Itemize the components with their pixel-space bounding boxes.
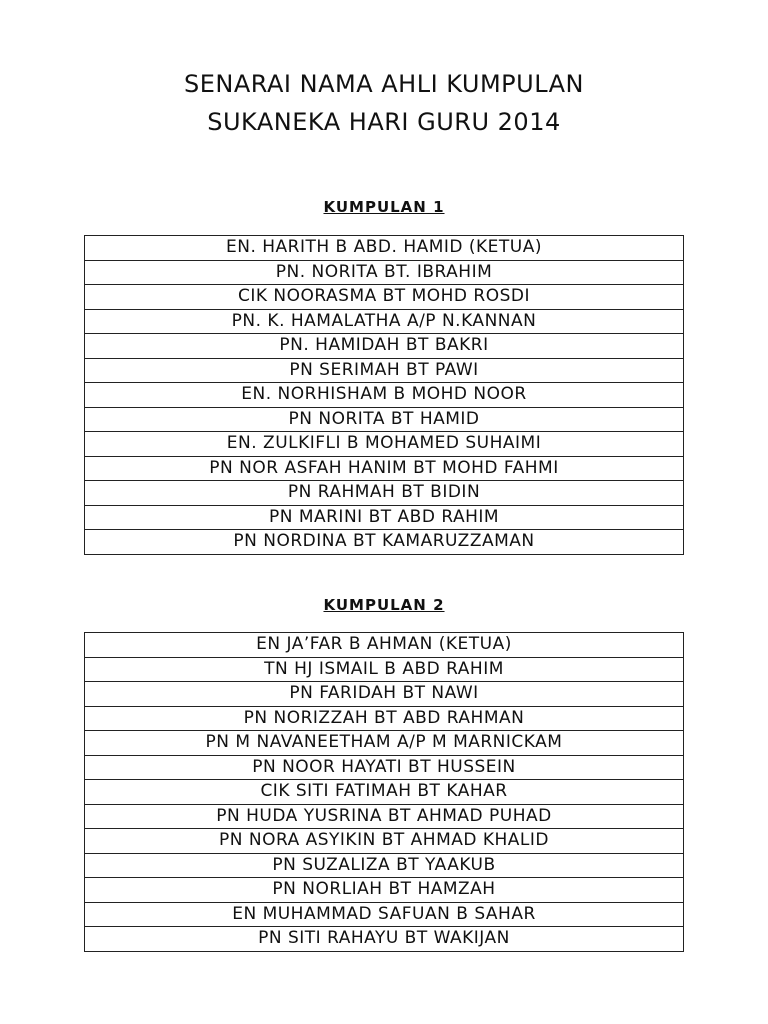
- member-name-cell: PN SITI RAHAYU BT WAKIJAN: [85, 927, 684, 952]
- table-row: [85, 334, 684, 359]
- table-row: [85, 407, 684, 432]
- table-row: [85, 633, 684, 658]
- table-row: [85, 358, 684, 383]
- member-name-cell: CIK SITI FATIMAH BT KAHAR: [85, 780, 684, 805]
- table-row: [85, 456, 684, 481]
- member-name-cell: PN FARIDAH BT NAWI: [85, 682, 684, 707]
- member-name-cell: PN SERIMAH BT PAWI: [85, 358, 684, 383]
- table-row: [85, 383, 684, 408]
- member-name-cell: PN M NAVANEETHAM A/P M MARNICKAM: [85, 731, 684, 756]
- group-1-member-table: [84, 235, 684, 555]
- table-row: [85, 706, 684, 731]
- member-name-cell: PN. HAMIDAH BT BAKRI: [85, 334, 684, 359]
- table-row: [85, 432, 684, 457]
- table-row: [85, 902, 684, 927]
- member-name-cell: PN NOOR HAYATI BT HUSSEIN: [85, 755, 684, 780]
- member-name-cell: PN NORA ASYIKIN BT AHMAD KHALID: [85, 829, 684, 854]
- table-row: [85, 780, 684, 805]
- member-name-cell: EN. ZULKIFLI B MOHAMED SUHAIMI: [85, 432, 684, 457]
- table-row: [85, 309, 684, 334]
- member-name-cell: TN HJ ISMAIL B ABD RAHIM: [85, 657, 684, 682]
- member-name-cell: EN. HARITH B ABD. HAMID (KETUA): [85, 236, 684, 261]
- table-row: [85, 804, 684, 829]
- group-2-member-table: [84, 632, 684, 952]
- member-name-cell: PN. NORITA BT. IBRAHIM: [85, 260, 684, 285]
- member-name-cell: EN MUHAMMAD SAFUAN B SAHAR: [85, 902, 684, 927]
- member-name-cell: PN NORIZZAH BT ABD RAHMAN: [85, 706, 684, 731]
- table-row: [85, 260, 684, 285]
- table-row: [85, 829, 684, 854]
- table-row: [85, 682, 684, 707]
- table-row: [85, 236, 684, 261]
- member-name-cell: CIK NOORASMA BT MOHD ROSDI: [85, 285, 684, 310]
- table-row: [85, 285, 684, 310]
- table-row: [85, 505, 684, 530]
- member-name-cell: PN NORITA BT HAMID: [85, 407, 684, 432]
- table-row: [85, 731, 684, 756]
- group-1-heading: KUMPULAN 1: [323, 198, 445, 216]
- member-name-cell: PN SUZALIZA BT YAAKUB: [85, 853, 684, 878]
- document-title-line-1: SENARAI NAMA AHLI KUMPULAN: [184, 70, 584, 98]
- member-name-cell: PN. K. HAMALATHA A/P N.KANNAN: [85, 309, 684, 334]
- member-name-cell: PN MARINI BT ABD RAHIM: [85, 505, 684, 530]
- table-row: [85, 755, 684, 780]
- member-name-cell: PN RAHMAH BT BIDIN: [85, 481, 684, 506]
- member-name-cell: PN HUDA YUSRINA BT AHMAD PUHAD: [85, 804, 684, 829]
- table-row: [85, 481, 684, 506]
- member-name-cell: PN NORLIAH BT HAMZAH: [85, 878, 684, 903]
- document-title-line-2: SUKANEKA HARI GURU 2014: [207, 108, 561, 136]
- table-row: [85, 530, 684, 555]
- table-row: [85, 657, 684, 682]
- table-row: [85, 927, 684, 952]
- member-name-cell: EN. NORHISHAM B MOHD NOOR: [85, 383, 684, 408]
- member-name-cell: EN JA’FAR B AHMAN (KETUA): [85, 633, 684, 658]
- table-row: [85, 878, 684, 903]
- member-name-cell: PN NOR ASFAH HANIM BT MOHD FAHMI: [85, 456, 684, 481]
- group-2-heading: KUMPULAN 2: [323, 596, 445, 614]
- table-row: [85, 853, 684, 878]
- member-name-cell: PN NORDINA BT KAMARUZZAMAN: [85, 530, 684, 555]
